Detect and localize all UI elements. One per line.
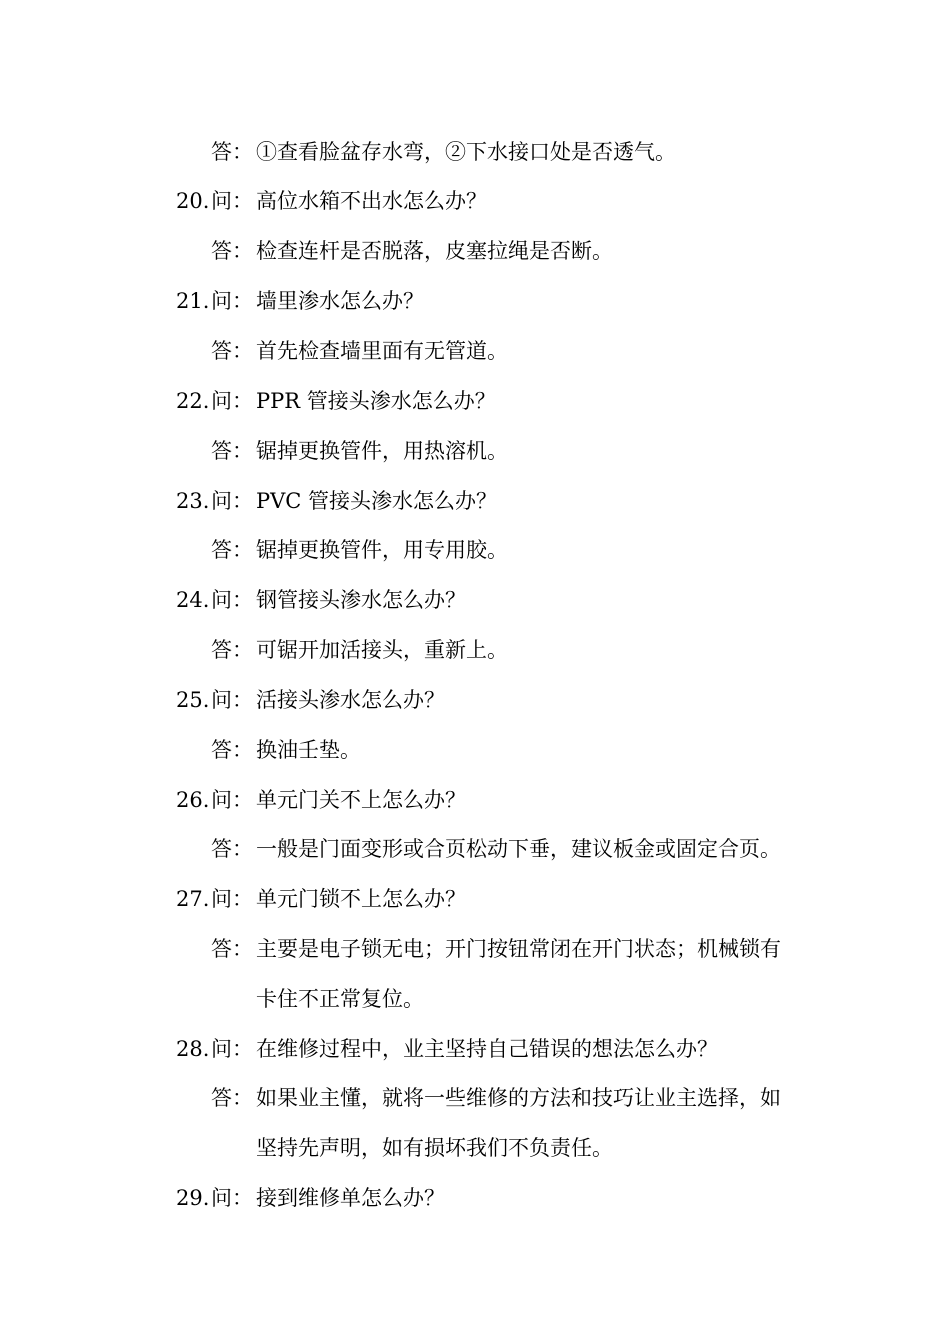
answer-text: 一般是门面变形或合页松动下垂，建议板金或固定合页。 bbox=[256, 837, 781, 861]
question-label: 问： bbox=[211, 189, 253, 213]
answer-label: 答： bbox=[211, 339, 253, 363]
answer-text: 可锯开加活接头，重新上。 bbox=[256, 638, 508, 662]
question-text: 高位水箱不出水怎么办？ bbox=[256, 189, 487, 213]
question-number: 29. bbox=[176, 1186, 210, 1210]
question-text: 单元门关不上怎么办？ bbox=[256, 788, 466, 812]
question-label: 问： bbox=[211, 887, 253, 911]
answer-label: 答： bbox=[211, 837, 253, 861]
question-text: 活接头渗水怎么办？ bbox=[256, 688, 445, 712]
answer-text: 锯掉更换管件，用热溶机。 bbox=[256, 439, 508, 463]
question-number: 24. bbox=[176, 588, 210, 612]
question-label: 问： bbox=[211, 389, 253, 413]
question-label: 问： bbox=[211, 788, 253, 812]
answer-label: 答： bbox=[211, 239, 253, 263]
question-label: 问： bbox=[211, 289, 253, 313]
answer-label: 答： bbox=[211, 439, 253, 463]
question-label: 问： bbox=[211, 588, 253, 612]
answer-text: 锯掉更换管件，用专用胶。 bbox=[256, 538, 508, 562]
question-number: 27. bbox=[176, 887, 210, 911]
answer-label: 答： bbox=[211, 1086, 253, 1110]
question-number: 25. bbox=[176, 688, 210, 712]
answer-text: 坚持先声明，如有损坏我们不负责任。 bbox=[256, 1136, 613, 1160]
answer-label: 答： bbox=[211, 638, 253, 662]
question-label: 问： bbox=[211, 1037, 253, 1061]
answer-label: 答： bbox=[211, 140, 253, 164]
question-text: 墙里渗水怎么办？ bbox=[256, 289, 424, 313]
question-number: 28. bbox=[176, 1037, 210, 1061]
question-text: 钢管接头渗水怎么办？ bbox=[256, 588, 466, 612]
question-label: 问： bbox=[211, 1186, 253, 1210]
question-text: 接到维修单怎么办？ bbox=[256, 1186, 445, 1210]
answer-label: 答： bbox=[211, 538, 253, 562]
question-label: 问： bbox=[211, 688, 253, 712]
answer-text: 检查连杆是否脱落，皮塞拉绳是否断。 bbox=[256, 239, 613, 263]
question-text: PPR 管接头渗水怎么办？ bbox=[256, 389, 496, 413]
answer-text: 换油壬垫。 bbox=[256, 738, 361, 762]
answer-text: 主要是电子锁无电；开门按钮常闭在开门状态；机械锁有 bbox=[256, 937, 781, 961]
question-text: PVC 管接头渗水怎么办？ bbox=[256, 489, 498, 513]
question-number: 21. bbox=[176, 289, 210, 313]
answer-text: 如果业主懂，就将一些维修的方法和技巧让业主选择，如 bbox=[256, 1086, 781, 1110]
question-number: 26. bbox=[176, 788, 210, 812]
answer-text: 首先检查墙里面有无管道。 bbox=[256, 339, 508, 363]
question-text: 在维修过程中，业主坚持自己错误的想法怎么办？ bbox=[256, 1037, 718, 1061]
answer-text: 卡住不正常复位。 bbox=[256, 987, 424, 1011]
question-number: 22. bbox=[176, 389, 210, 413]
question-number: 20. bbox=[176, 189, 210, 213]
answer-text: ①查看脸盆存水弯，②下水接口处是否透气。 bbox=[256, 140, 676, 164]
question-number: 23. bbox=[176, 489, 210, 513]
question-text: 单元门锁不上怎么办？ bbox=[256, 887, 466, 911]
answer-label: 答： bbox=[211, 738, 253, 762]
answer-label: 答： bbox=[211, 937, 253, 961]
question-label: 问： bbox=[211, 489, 253, 513]
